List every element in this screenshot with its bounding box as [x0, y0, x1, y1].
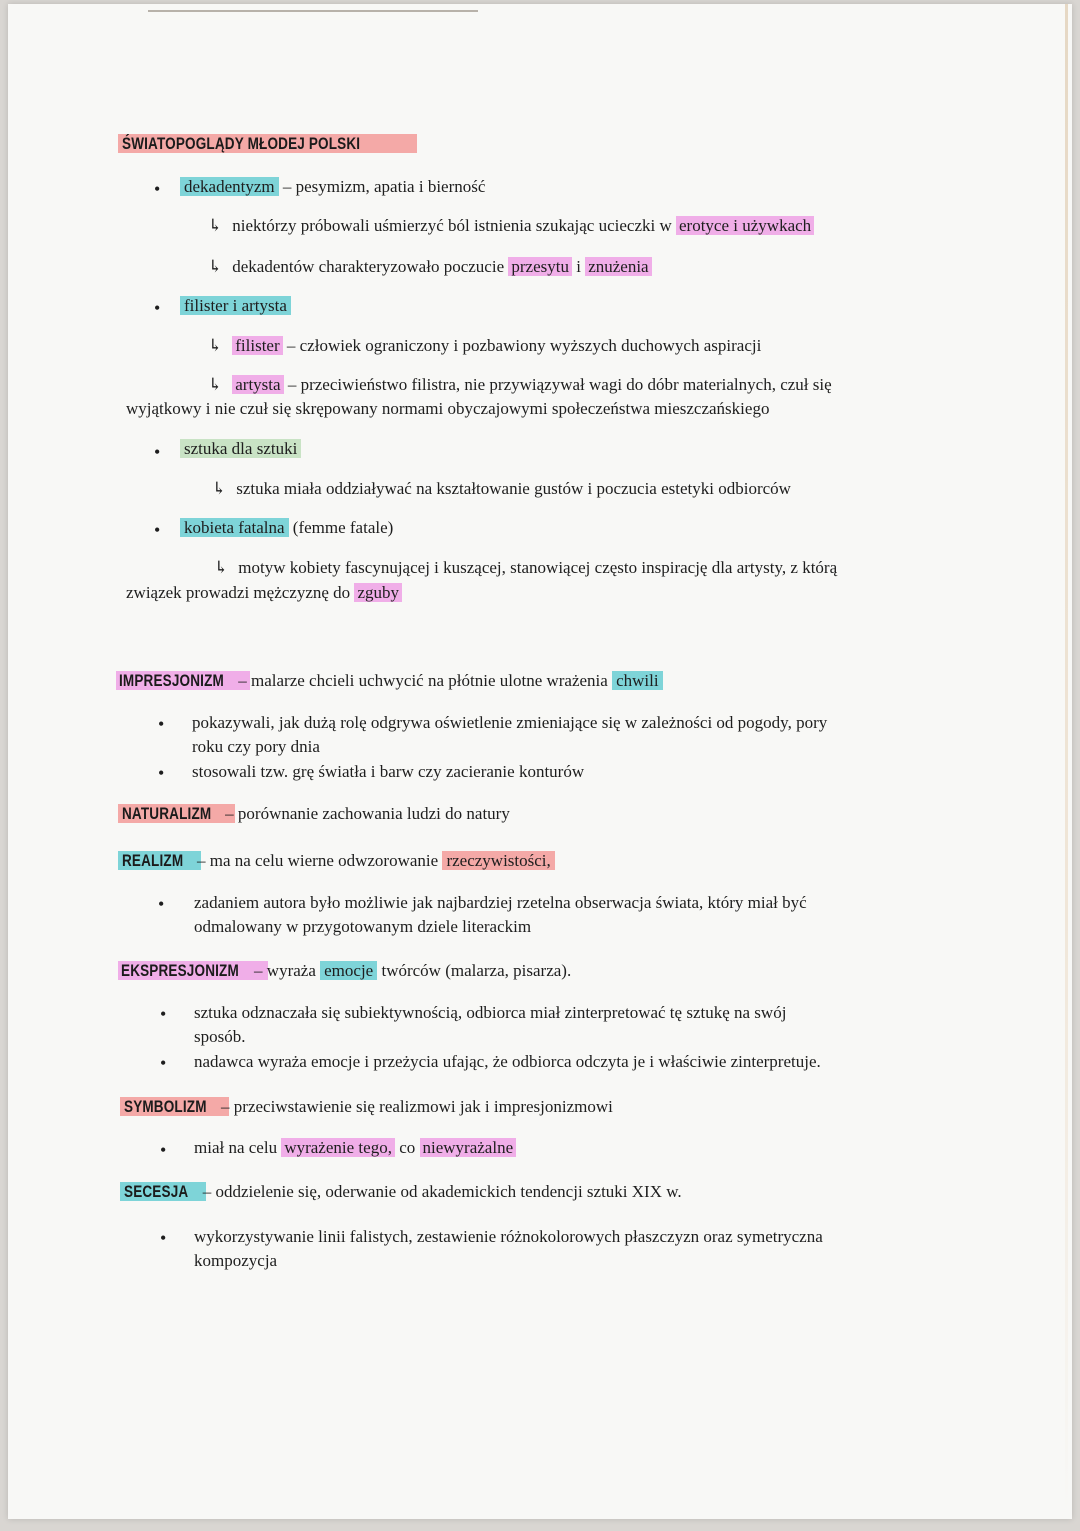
heading-naturalizm: NATURALIZM – porównanie zachowania ludzi do natury [118, 802, 510, 826]
sub-dekadentyzm-1: ↳ niektórzy próbowali uśmierzyć ból istnienia szukając ucieczki w erotyce i używkach [208, 214, 814, 238]
paper-edge [1065, 4, 1068, 1519]
bullet: • [154, 442, 161, 462]
impresjonizm-bullet-1-cont: roku czy pory dnia [192, 737, 320, 756]
section-title-swiatopoglady: ŚWIATOPOGLĄDY MŁODEJ POLSKI [118, 132, 417, 156]
sub-dekadentyzm-2: ↳ dekadentów charakteryzowało poczucie przesytu i znużenia [208, 255, 652, 279]
bullet: • [154, 298, 161, 318]
arrow-icon: ↳ [208, 336, 223, 355]
realizm-bullet-1: zadaniem autora było możliwie jak najbardziej rzetelna obserwacja świata, który miał być [194, 893, 807, 912]
arrow-icon: ↳ [214, 558, 229, 577]
bullet: • [160, 1228, 167, 1248]
sub-filister-1: ↳ filister – człowiek ograniczony i pozbawiony wyższych duchowych aspiracji [208, 334, 761, 358]
heading-symbolizm: SYMBOLIZM – przeciwstawienie się realizmowi jak i impresjonizmowi [120, 1095, 613, 1119]
ekspresjonizm-bullet-2: nadawca wyraża emocje i przeżycia ufając, że odbiorca odczyta je i właściwie zinterpretuje. [194, 1052, 821, 1071]
item-kobieta: kobieta fatalna (femme fatale) [180, 516, 393, 540]
heading-impresjonizm: IMPRESJONIZM – malarze chcieli uchwycić na płótnie ulotne wrażenia chwili [116, 669, 663, 693]
sub-kobieta-1-cont: związek prowadzi mężczyznę do zguby [126, 581, 402, 605]
heading-realizm: REALIZM – ma na celu wierne odwzorowanie rzeczywistości, [118, 849, 555, 873]
sub-sztuka-1: ↳ sztuka miała oddziaływać na kształtowanie gustów i poczucia estetyki odbiorców [212, 477, 791, 501]
secesja-bullet-1: wykorzystywanie linii falistych, zestawienie różnokolorowych płaszczyzn oraz symetryczna [194, 1227, 823, 1246]
arrow-icon: ↳ [208, 257, 223, 276]
heading-ekspresjonizm: EKSPRESJONIZM – wyraża emocje twórców (malarza, pisarza). [118, 959, 571, 983]
bullet: • [158, 714, 165, 734]
item-sztuka: sztuka dla sztuki [180, 437, 301, 461]
arrow-icon: ↳ [208, 216, 223, 235]
ekspresjonizm-bullet-1: sztuka odznaczała się subiektywnością, odbiorca miał zinterpretować tę sztukę na swój [194, 1003, 787, 1022]
bullet: • [158, 894, 165, 914]
bullet: • [160, 1053, 167, 1073]
top-rule [148, 10, 478, 12]
secesja-bullet-1-cont: kompozycja [194, 1251, 278, 1270]
realizm-bullet-1-cont: odmalowany w przygotowanym dziele literackim [194, 917, 532, 936]
impresjonizm-bullet-2: stosowali tzw. grę światła i barw czy zacieranie konturów [192, 762, 585, 781]
arrow-icon: ↳ [212, 479, 227, 498]
bullet: • [154, 179, 161, 199]
arrow-icon: ↳ [208, 375, 223, 394]
bullet: • [154, 520, 161, 540]
bullet: • [158, 763, 165, 783]
sub-filister-2: ↳ artysta – przeciwieństwo filistra, nie przywiązywał wagi do dóbr materialnych, czuł się [208, 373, 832, 397]
sub-kobieta-1: ↳ motyw kobiety fascynującej i kuszącej, stanowiącej często inspirację dla artysty, z którą [214, 556, 837, 580]
heading-secesja: SECESJA – oddzielenie się, oderwanie od akademickich tendencji sztuki XIX w. [120, 1180, 682, 1204]
item-filister: filister i artysta [180, 294, 291, 318]
bullet: • [160, 1004, 167, 1024]
impresjonizm-bullet-1: pokazywali, jak dużą rolę odgrywa oświetlenie zmieniające się w zależności od pogody, pory [192, 713, 828, 732]
item-dekadentyzm: dekadentyzm – pesymizm, apatia i bierność [180, 175, 485, 199]
document-page [8, 4, 1072, 1519]
bullet: • [160, 1140, 167, 1160]
sub-filister-2-cont: wyjątkowy i nie czuł się skrępowany normami obyczajowymi społeczeństwa mieszczańskiego [126, 399, 770, 418]
ekspresjonizm-bullet-1-cont: sposób. [194, 1027, 246, 1046]
symbolizm-bullet-1: miał na celu wyrażenie tego, co niewyrażalne [194, 1136, 516, 1160]
